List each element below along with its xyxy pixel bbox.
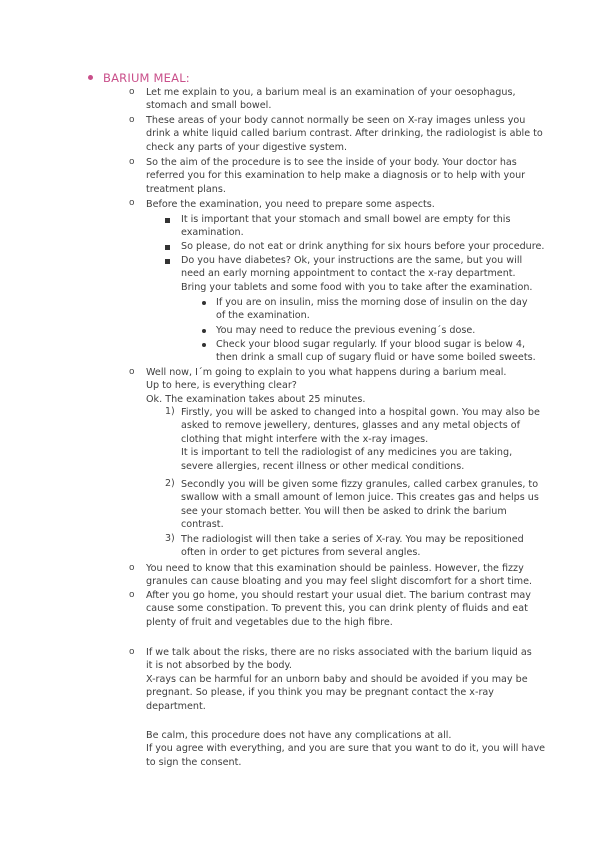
prep-item-empty-stomach: It is important that your stomach and small bowel are empty for this examination. xyxy=(181,214,511,239)
prep-item-diabetes: Do you have diabetes? Ok, your instructions are the same, but you will need an early morning appointment to contact the x-ray department. Bring your tablets and some food with you to take after the examination. xyxy=(181,255,533,293)
paragraph-painless: You need to know that this examination should be painless. However, the fizzy granules can cause bloating and you may feel slight discomfort for a short time. xyxy=(146,563,533,588)
heading-bullet-icon xyxy=(88,75,93,80)
step-gown: Firstly, you will be asked to changed into a hospital gown. You may also be asked to remove jewellery, dentures, glasses and any metal objects of clothing that might interfere with the x-ray images. It is important to tell the radiologist of any medicines you are taking, severe allergies, recent illness or other medical conditions. xyxy=(181,407,540,472)
dot-bullet-icon xyxy=(202,343,206,347)
step-number: 2) xyxy=(165,478,175,489)
circle-bullet-icon: o xyxy=(129,367,135,377)
paragraph-risks: If we talk about the risks, there are no risks associated with the barium liquid as it is not absorbed by the body. X-rays can be harmful for an unborn baby and should be avoided if you may be pregnant. So please, if you think you may be pregnant contact the x-ray department. xyxy=(146,647,532,712)
diabetes-item-evening-dose: You may need to reduce the previous evening´s dose. xyxy=(216,325,476,336)
paragraph-preparation: Before the examination, you need to prepare some aspects. xyxy=(146,199,435,210)
circle-bullet-icon: o xyxy=(129,198,135,208)
circle-bullet-icon: o xyxy=(129,590,135,600)
section-heading xyxy=(88,71,190,85)
step-xray-series: The radiologist will then take a series of X-ray. You may be repositioned often in order to get pictures from several angles. xyxy=(181,534,524,559)
circle-bullet-icon: o xyxy=(129,647,135,657)
step-granules: Secondly you will be given some fizzy granules, called carbex granules, to swallow with a small amount of lemon juice. This creates gas and helps us see your stomach better. You will then be asked to drink the barium contrast. xyxy=(181,479,539,531)
square-bullet-icon xyxy=(165,259,170,264)
diabetes-item-insulin: If you are on insulin, miss the morning dose of insulin on the day of the examination. xyxy=(216,297,528,322)
paragraph-aim: So the aim of the procedure is to see the inside of your body. Your doctor has referred you for this examination to help make a diagnosis or to help with your treatment plans. xyxy=(146,157,526,195)
paragraph-consent: Be calm, this procedure does not have any complications at all. If you agree with everything, and you are sure that you want to do it, you will have to sign the consent. xyxy=(146,730,546,768)
paragraph-procedure-intro: Well now, I´m going to explain to you what happens during a barium meal. Up to here, is everything clear? Ok. The examination takes about 25 minutes. xyxy=(146,367,507,405)
square-bullet-icon xyxy=(165,245,170,250)
circle-bullet-icon: o xyxy=(129,157,135,167)
diabetes-item-blood-sugar: Check your blood sugar regularly. If your blood sugar is below 4, then drink a small cup of sugary fluid or have some boiled sweets. xyxy=(216,339,536,364)
paragraph-aftercare: After you go home, you should restart your usual diet. The barium contrast may cause some constipation. To prevent this, you can drink plenty of fluids and eat plenty of fruit and vegetables due to the high fibre. xyxy=(146,590,531,628)
step-number: 3) xyxy=(165,533,175,544)
prep-item-fasting: So please, do not eat or drink anything for six hours before your procedure. xyxy=(181,241,545,252)
paragraph-intro: Let me explain to you, a barium meal is an examination of your oesophagus, stomach and small bowel. xyxy=(146,87,516,112)
square-bullet-icon xyxy=(165,218,170,223)
heading-text: BARIUM MEAL: xyxy=(103,71,190,85)
paragraph-xray-areas: These areas of your body cannot normally be seen on X-ray images unless you drink a white liquid called barium contrast. After drinking, the radiologist is able to check any parts of your digestive system. xyxy=(146,115,543,153)
circle-bullet-icon: o xyxy=(129,563,135,573)
dot-bullet-icon xyxy=(202,301,206,305)
circle-bullet-icon: o xyxy=(129,87,135,97)
dot-bullet-icon xyxy=(202,329,206,333)
circle-bullet-icon: o xyxy=(129,115,135,125)
step-number: 1) xyxy=(165,406,175,417)
